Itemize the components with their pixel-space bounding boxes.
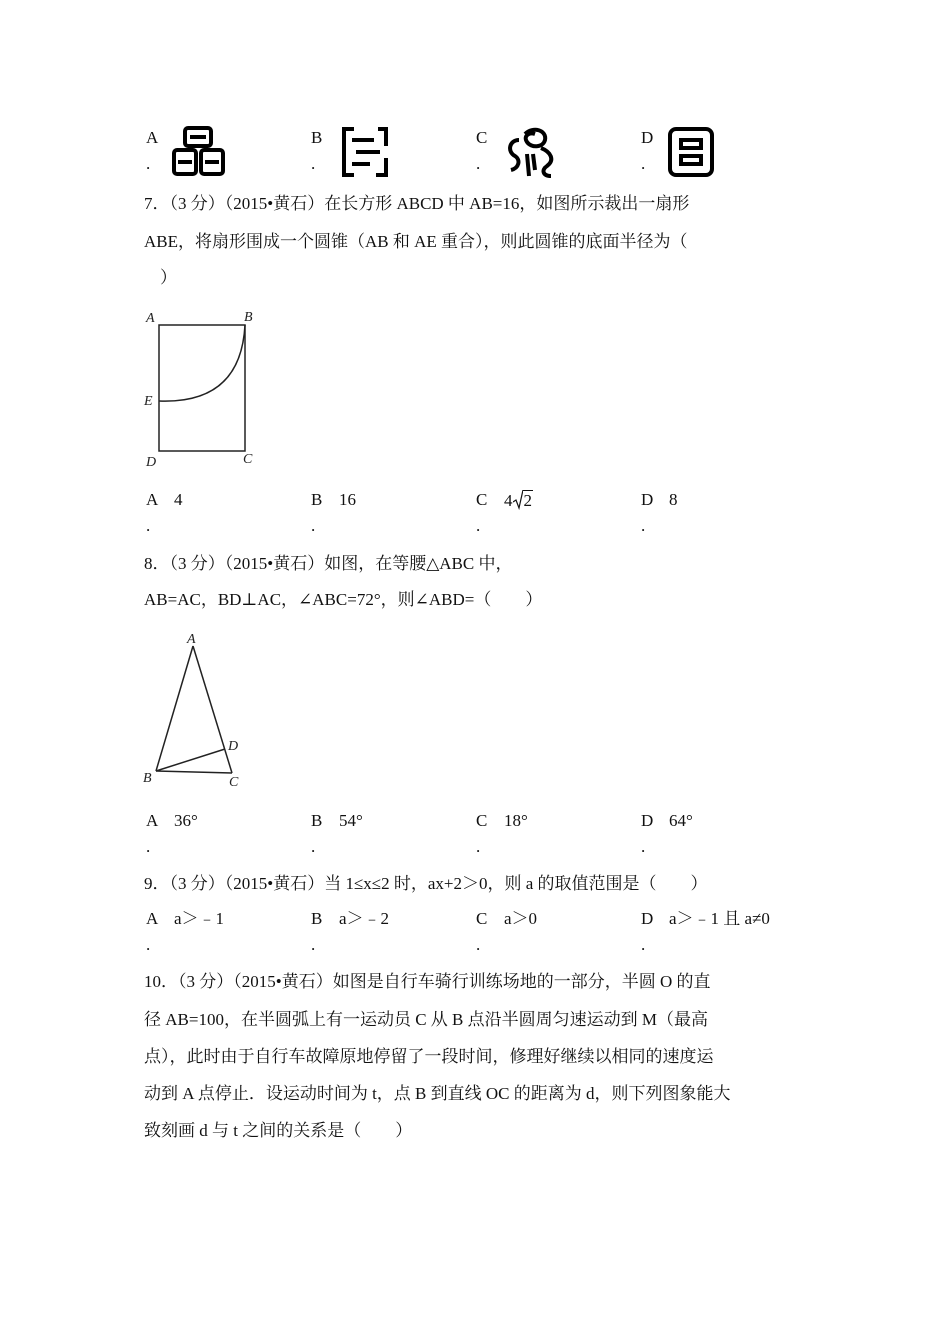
q8-text-line-2: AB=AC，BD⊥AC，∠ABC=72°，则∠ABD=（ ） [144,590,543,609]
sqrt-radicand: 2 [523,491,532,510]
side-bc [156,771,232,773]
stacked-box-glyph-icon [172,126,226,178]
option-dot: . [476,516,481,535]
option-dot: . [476,837,481,856]
option-letter: A [146,811,159,830]
q7-text-line-3: ） [160,268,177,287]
sqrt-coefficient: 4 [504,491,513,510]
option-dot: . [311,935,316,954]
option-letter: B [311,490,323,509]
q10-text-line-2: 径 AB=100，在半圆弧上有一运动员 C 从 B 点沿半圆周匀速运动到 M（最高 [144,1010,708,1029]
side-ac [193,646,232,773]
option-value: a＞﹣2 [339,909,390,928]
option-letter: A [146,909,159,928]
option-dot: . [146,935,151,954]
option-letter: D [641,811,654,830]
option-dot: . [476,154,481,173]
q10-text-line-1: 10．（3 分）（2015•黄石）如图是自行车骑行训练场地的一部分，半圆 O 的直 [144,972,711,991]
label-a: A [146,311,155,326]
option-value: 4 [174,490,183,509]
option-letter: D [641,490,654,509]
sector-arc-be [159,325,245,401]
option-letter: C [476,811,488,830]
option-value-sqrt [504,490,533,511]
knot-glyph-icon [503,126,559,180]
q8-text-line-1: 8．（3 分）（2015•黄石）如图，在等腰△ABC 中， [144,554,513,573]
option-dot: . [311,516,316,535]
option-value: 64° [669,811,693,830]
bracket-lines-glyph-icon [338,126,392,178]
option-letter: B [311,811,323,830]
option-value: 8 [669,490,678,509]
label-e: E [144,394,153,409]
option-letter: C [476,128,488,147]
q10-text-line-3: 点），此时由于自行车故障原地停留了一段时间，修理好继续以相同的速度运 [144,1047,714,1066]
q10-text-line-5: 致刻画 d 与 t 之间的关系是（ ） [144,1121,413,1140]
q7-text-line-1: 7．（3 分）（2015•黄石）在长方形 ABCD 中 AB=16，如图所示裁出一扇形 [144,194,690,213]
option-letter: C [476,490,488,509]
option-letter: D [641,909,654,928]
q9-text-line-1: 9．（3 分）（2015•黄石）当 1≤x≤2 时，ax+2＞0，则 a 的取值范围是（ ） [144,874,708,893]
option-dot: . [476,935,481,954]
q7-text-line-2: ABE，将扇形围成一个圆锥（AB 和 AE 重合），则此圆锥的底面半径为（ [144,232,688,251]
option-letter: A [146,490,159,509]
option-dot: . [311,837,316,856]
option-letter: A [146,128,159,147]
option-dot: . [641,935,646,954]
framed-lines-glyph-icon [666,126,716,178]
sqrt-symbol-icon [513,490,523,510]
option-dot: . [641,837,646,856]
rectangle-abcd [159,325,245,451]
option-dot: . [641,154,646,173]
segment-bd [156,749,225,771]
q7-rectangle-figure [140,306,260,472]
option-dot: . [146,154,151,173]
option-letter: D [641,128,654,147]
label-b: B [143,771,152,786]
option-dot: . [146,837,151,856]
label-b: B [244,310,253,325]
option-letter: C [476,909,488,928]
q8-triangle-figure [140,628,250,792]
option-dot: . [146,516,151,535]
label-a: A [187,632,196,647]
option-value: a＞﹣1 [174,909,225,928]
option-letter: B [311,128,323,147]
option-value: 16 [339,490,356,509]
option-value: a＞0 [504,909,538,928]
option-dot: . [311,154,316,173]
option-value: 36° [174,811,198,830]
option-value: a＞﹣1 且 a≠0 [669,909,770,928]
option-dot: . [641,516,646,535]
label-d: D [228,739,239,754]
side-ab [156,646,193,771]
q10-text-line-4: 动到 A 点停止．设运动时间为 t，点 B 到直线 OC 的距离为 d，则下列图象能大 [144,1084,731,1103]
label-d: D [146,455,157,470]
label-c: C [243,452,253,467]
label-c: C [229,775,239,790]
option-value: 54° [339,811,363,830]
option-value: 18° [504,811,528,830]
option-letter: B [311,909,323,928]
